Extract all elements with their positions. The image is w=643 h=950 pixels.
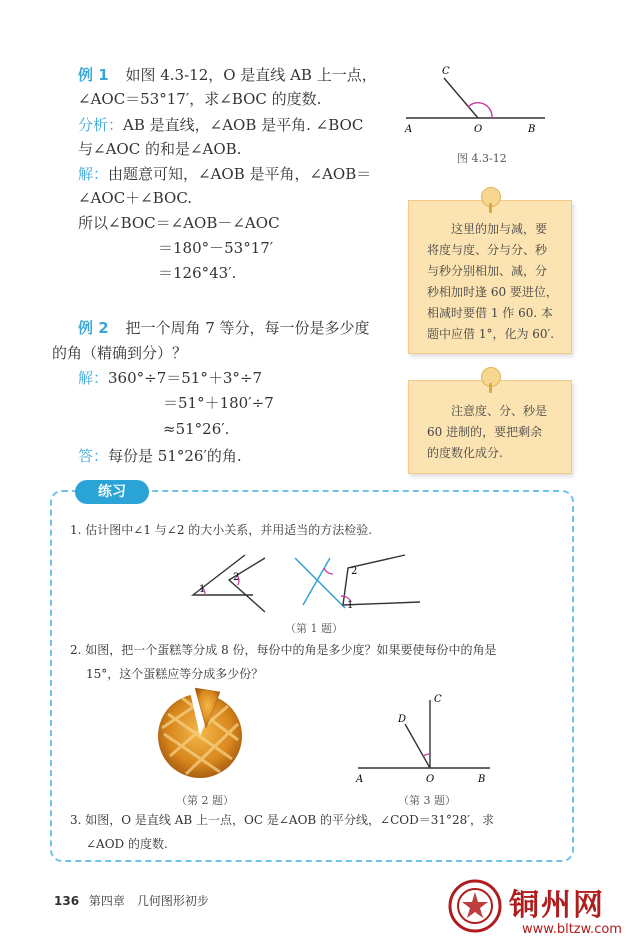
example2-solution-line3: ≈51°26′. [163, 420, 230, 438]
example1-solution-line5: ＝126°43′. [158, 264, 237, 282]
example1-solution-line1 [78, 163, 371, 185]
q3-caption: （第 3 题） [398, 794, 456, 807]
example1-solution-line2: ∠AOC＋∠BOC. [78, 189, 193, 207]
q3-label-o: O [426, 774, 435, 785]
example2-solution-line1 [78, 367, 262, 389]
solution-text1: 由题意可知，∠AOB 是平角，∠AOB＝ [108, 165, 372, 183]
page-footer [54, 892, 209, 909]
q1-label-1b: 1 [347, 600, 354, 611]
solution-label: 解： [78, 165, 109, 183]
answer-text: 每份是 51°26′的角. [108, 447, 242, 465]
note1-text [427, 219, 557, 345]
note1-line: 题中应借 1°，化为 60′. [427, 327, 555, 341]
q2-caption: （第 2 题） [176, 794, 234, 807]
solution2-label: 解： [78, 369, 109, 387]
angle-cod-arc [423, 754, 430, 756]
example1-text1: 如图 4.3-12，O 是直线 AB 上一点， [125, 66, 377, 84]
label-a: A [405, 124, 413, 135]
page-number: 136 [54, 894, 80, 908]
exercise-q1: 1. 估计图中∠1 与∠2 的大小关系，并用适当的方法检验. [70, 523, 373, 537]
q3-label-c: C [434, 694, 442, 705]
q3-label-d: D [398, 714, 407, 725]
chapter-title: 第四章 几何图形初步 [88, 894, 209, 908]
example2-tag: 例 2 [78, 319, 109, 337]
watermark-logo-icon [447, 878, 503, 934]
angle1-right [343, 555, 420, 605]
example1-solution-line4: ＝180°－53°17′ [158, 239, 274, 257]
example1-line2: ∠AOC＝53°17′，求∠BOC 的度数. [78, 90, 322, 108]
note-card-1 [408, 200, 572, 354]
pin-icon [481, 367, 501, 387]
exercise-q2-line2: 15°，这个蛋糕应等分成多少份？ [86, 667, 264, 681]
example1-solution-line3: 所以∠BOC＝∠AOB－∠AOC [78, 214, 280, 232]
figure-4-3-12 [400, 62, 550, 137]
q1-label-1a: 1 [199, 584, 206, 595]
example1-analysis-line2: 与∠AOC 的和是∠AOB. [78, 140, 242, 158]
example1-analysis-line1 [78, 114, 363, 136]
q1-label-2a: 2 [233, 572, 240, 583]
q3-label-b: B [478, 774, 486, 785]
exercise-q3-line1: 3. 如图，O 是直线 AB 上一点，OC 是∠AOB 的平分线，∠COD＝31°28′，求 [70, 813, 495, 827]
note2-line: 注意度、分、秒是 [451, 404, 548, 418]
analysis-label: 分析： [78, 116, 124, 134]
example1-line1 [78, 64, 377, 86]
note1-line: 相减时要借 1 作 60. 本 [427, 306, 553, 320]
q1-caption: （第 1 题） [285, 622, 343, 635]
note1-line: 秒相加时逢 60 要进位， [427, 285, 558, 299]
example2-line2: 的角（精确到分）？ [52, 344, 188, 362]
ray-oc [444, 78, 478, 118]
exercise-q3-line2: ∠AOD 的度数. [86, 837, 168, 851]
cake-image [150, 684, 250, 779]
q1-label-2b: 2 [351, 566, 358, 577]
note1-line: 将度与度、分与分、秒 [427, 243, 548, 257]
example2-text1: 把一个周角 7 等分，每一份是多少度 [125, 319, 370, 337]
note-card-2 [408, 380, 572, 474]
watermark-text: 铜州网 [509, 888, 605, 923]
example2-answer [78, 445, 242, 467]
ray-od [405, 724, 430, 768]
note1-line: 这里的加与减，要 [451, 222, 548, 236]
angle2-right-ray-b [303, 558, 330, 605]
q1-figure [185, 550, 430, 618]
label-b: B [528, 124, 536, 135]
figure-caption: 图 4.3-12 [457, 152, 507, 165]
analysis-text1: AB 是直线，∠AOB 是平角. ∠BOC [123, 116, 364, 134]
note2-text [427, 401, 557, 464]
solution2-text1: 360°÷7＝51°＋3°÷7 [108, 369, 263, 387]
example2-line1 [78, 317, 370, 339]
angle2-left [229, 558, 265, 612]
example1-tag: 例 1 [78, 66, 109, 84]
example2-solution-line2: ＝51°＋180′÷7 [163, 394, 274, 412]
watermark-url: www.bltzw.com [522, 922, 622, 937]
note2-line: 的度数化成分. [427, 446, 503, 460]
answer-label: 答： [78, 447, 109, 465]
q3-label-a: A [356, 774, 364, 785]
exercise-q2-line1: 2. 如图，把一个蛋糕等分成 8 份，每份中的角是多少度？如果要使每份中的角是 [70, 643, 497, 657]
exercise-title: 练习 [75, 480, 149, 504]
angle2-right-ray-a [295, 558, 345, 608]
note2-line: 60 进制的，要把剩余 [427, 425, 543, 439]
label-o: O [474, 124, 483, 135]
pin-icon [481, 187, 501, 207]
q3-figure [350, 690, 500, 785]
label-c: C [442, 66, 450, 77]
note1-line: 与秒分别相加、减，分 [427, 264, 548, 278]
